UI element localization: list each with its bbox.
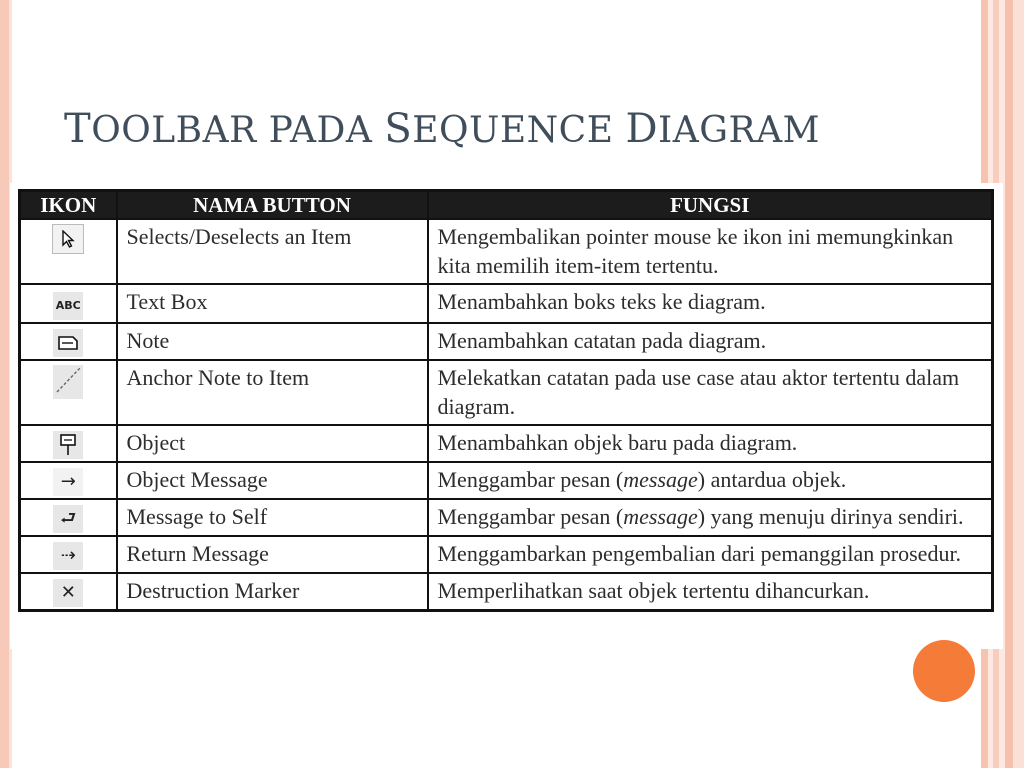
icon-cell xyxy=(20,462,117,499)
name-cell: Anchor Note to Item xyxy=(117,360,428,425)
function-cell: Menggambarkan pengembalian dari pemanggilan prosedur. xyxy=(428,536,993,573)
table-row xyxy=(20,323,993,360)
header-function: FUNGSI xyxy=(428,191,993,220)
title-cap: D xyxy=(625,106,659,152)
object-icon xyxy=(53,431,83,459)
destruction-marker-icon: ✕ xyxy=(53,579,83,607)
table-row xyxy=(20,284,993,323)
icon-cell xyxy=(20,360,117,425)
toolbar-table xyxy=(18,189,994,612)
decorative-circle xyxy=(913,640,975,702)
table-row xyxy=(20,573,993,611)
left-border-stripe xyxy=(0,0,9,768)
table-row xyxy=(20,425,993,462)
function-italic: message xyxy=(623,504,698,529)
function-italic: message xyxy=(623,467,698,492)
function-text: Menggambar pesan ( xyxy=(437,504,624,529)
function-text: Menggambar pesan ( xyxy=(437,467,624,492)
name-cell: Return Message xyxy=(117,536,428,573)
title-rest: OOLBAR PADA xyxy=(91,110,385,151)
right-stripe xyxy=(1005,0,1013,768)
icon-cell xyxy=(20,499,117,536)
table-header-row xyxy=(20,191,993,220)
header-icon: IKON xyxy=(20,191,117,220)
name-cell: Object xyxy=(117,425,428,462)
function-cell: Melekatkan catatan pada use case atau aktor tertentu dalam diagram. xyxy=(428,360,993,425)
function-cell: Menambahkan objek baru pada diagram. xyxy=(428,425,993,462)
function-text: ) antardua objek. xyxy=(697,467,847,492)
name-cell: Object Message xyxy=(117,462,428,499)
icon-cell xyxy=(20,284,117,323)
title-rest: EQUENCE xyxy=(412,110,626,151)
function-text: ) yang menuju dirinya sendiri. xyxy=(697,504,964,529)
right-stripe xyxy=(1013,0,1024,768)
anchor-note-icon xyxy=(53,365,83,399)
icon-cell xyxy=(20,536,117,573)
message-to-self-icon: ⮐ xyxy=(53,505,83,533)
pointer-icon xyxy=(52,224,84,254)
object-message-icon: → xyxy=(53,468,83,496)
return-message-icon: ⇢ xyxy=(53,542,83,570)
table-row xyxy=(20,360,993,425)
icon-cell xyxy=(20,323,117,360)
function-cell xyxy=(428,499,993,536)
icon-cell xyxy=(20,573,117,611)
icon-cell xyxy=(20,219,117,284)
table-row xyxy=(20,536,993,573)
function-cell: Memperlihatkan saat objek tertentu dihancurkan. xyxy=(428,573,993,611)
table-row xyxy=(20,219,993,284)
function-cell xyxy=(428,462,993,499)
text-box-icon: ABC xyxy=(53,292,83,320)
name-cell: Note xyxy=(117,323,428,360)
title-rest: IAGRAM xyxy=(658,110,820,151)
function-cell: Mengembalikan pointer mouse ke ikon ini memungkinkan kita memilih item-item tertentu. xyxy=(428,219,993,284)
icon-cell xyxy=(20,425,117,462)
slide-title xyxy=(64,106,820,152)
name-cell: Selects/Deselects an Item xyxy=(117,219,428,284)
title-cap: S xyxy=(384,106,413,152)
note-icon xyxy=(53,329,83,357)
name-cell: Destruction Marker xyxy=(117,573,428,611)
table-row xyxy=(20,499,993,536)
name-cell: Message to Self xyxy=(117,499,428,536)
header-name: NAMA BUTTON xyxy=(117,191,428,220)
function-cell: Menambahkan boks teks ke diagram. xyxy=(428,284,993,323)
title-cap: T xyxy=(64,106,92,152)
table-row xyxy=(20,462,993,499)
name-cell: Text Box xyxy=(117,284,428,323)
function-cell: Menambahkan catatan pada diagram. xyxy=(428,323,993,360)
table-container xyxy=(10,183,1003,649)
